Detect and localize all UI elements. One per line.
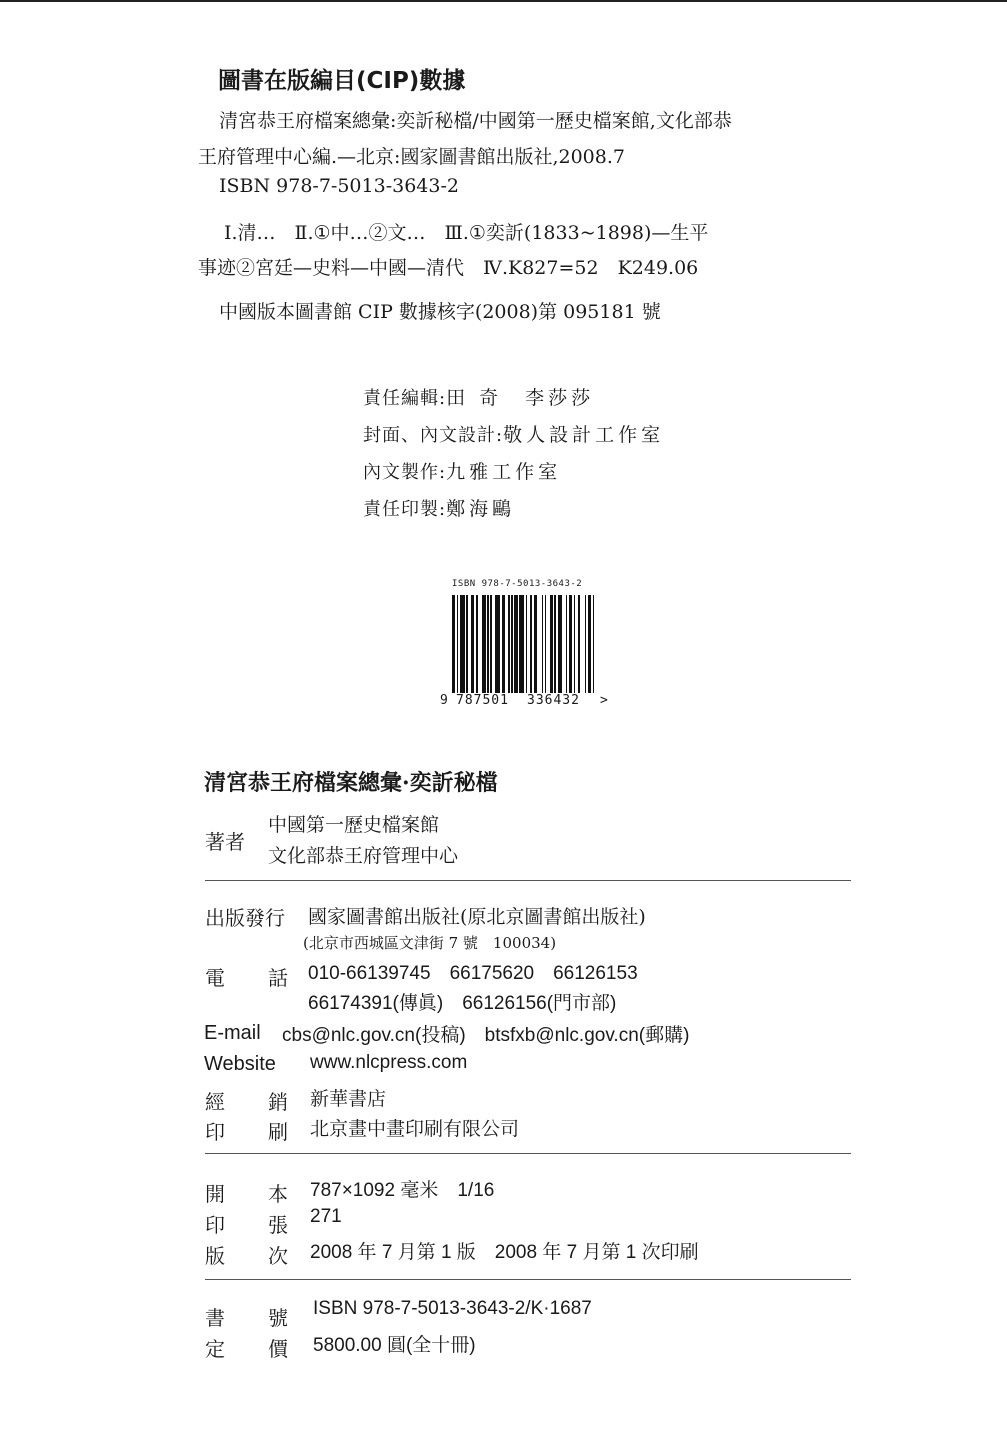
printer-value: 北京畫中畫印刷有限公司 bbox=[310, 1118, 520, 1140]
sheets-value: 271 bbox=[310, 1206, 342, 1227]
cip-line-1: 清宮恭王府檔案總彙:奕訢秘檔/中國第一歷史檔案館,文化部恭 bbox=[219, 110, 732, 132]
staff-editor-label: 責任編輯: bbox=[363, 388, 447, 409]
barcode-lead-digit: 9 bbox=[440, 693, 449, 708]
printer-label-a: 印 bbox=[205, 1120, 225, 1144]
barcode-digits-right: 336432 bbox=[527, 693, 580, 708]
format-value: 787×1092 毫米 1/16 bbox=[310, 1180, 495, 1201]
price-label-b: 價 bbox=[268, 1337, 288, 1361]
booknumber-value: ISBN 978-7-5013-3643-2/K·1687 bbox=[313, 1298, 592, 1319]
booknumber-label-a: 書 bbox=[205, 1306, 225, 1330]
barcode-arrow: > bbox=[600, 693, 609, 708]
author-label: 著者 bbox=[205, 830, 245, 854]
author-2: 文化部恭王府管理中心 bbox=[268, 845, 459, 867]
phone-label-a: 電 bbox=[205, 966, 225, 990]
publisher-value: 國家圖書館出版社(原北京圖書館出版社) bbox=[308, 906, 646, 928]
staff-production bbox=[363, 457, 561, 484]
cip-isbn: ISBN 978-7-5013-3643-2 bbox=[219, 175, 459, 197]
phone-value-1: 010-66139745 66175620 66126153 bbox=[308, 963, 638, 984]
staff-printing bbox=[363, 494, 515, 521]
sheets-label-b: 張 bbox=[268, 1213, 288, 1237]
email-value: cbs@nlc.gov.cn(投稿) btsfxb@nlc.gov.cn(郵購) bbox=[282, 1025, 690, 1046]
cip-record-number: 中國版本圖書館 CIP 數據核字(2008)第 095181 號 bbox=[219, 301, 661, 323]
staff-production-label: 內文製作: bbox=[363, 462, 447, 483]
distributor-label-a: 經 bbox=[205, 1090, 225, 1114]
barcode-bars bbox=[452, 595, 598, 693]
staff-printing-label: 責任印製: bbox=[363, 499, 447, 520]
phone-label-b: 話 bbox=[268, 966, 288, 990]
sheets-label-a: 印 bbox=[205, 1213, 225, 1237]
cip-classification-2: 事迹②宮廷—史料—中國—清代 Ⅳ.K827=52 K249.06 bbox=[198, 257, 699, 279]
format-label-b: 本 bbox=[268, 1182, 288, 1206]
staff-editor-value: 田 奇 李莎莎 bbox=[446, 387, 595, 409]
staff-designer-value: 敬人設計工作室 bbox=[503, 424, 665, 446]
author-1: 中國第一歷史檔案館 bbox=[268, 814, 440, 836]
price-value: 5800.00 圓(全十冊) bbox=[313, 1335, 476, 1356]
divider-1 bbox=[205, 880, 851, 881]
staff-printing-value: 鄭海鷗 bbox=[446, 498, 516, 520]
barcode-bar bbox=[594, 595, 597, 693]
website-value: www.nlcpress.com bbox=[310, 1052, 468, 1073]
staff-designer-label: 封面、內文設計: bbox=[363, 425, 504, 446]
barcode-isbn-text: ISBN 978-7-5013-3643-2 bbox=[452, 579, 583, 589]
barcode-digits-left: 787501 bbox=[456, 693, 509, 708]
divider-3 bbox=[205, 1279, 851, 1280]
cip-title: 圖書在版編目(CIP)數據 bbox=[218, 68, 466, 94]
top-border-line bbox=[0, 0, 1007, 2]
email-label: E-mail bbox=[204, 1022, 261, 1044]
booknumber-label-b: 號 bbox=[268, 1306, 288, 1330]
staff-production-value: 九雅工作室 bbox=[446, 461, 562, 483]
cip-classification-1: Ⅰ.清… Ⅱ.①中…②文… Ⅲ.①奕訢(1833~1898)—生平 bbox=[224, 222, 709, 244]
website-label: Website bbox=[204, 1053, 276, 1075]
cip-line-2: 王府管理中心編.—北京:國家圖書館出版社,2008.7 bbox=[198, 146, 625, 168]
book-title: 清宮恭王府檔案總彙·奕訢秘檔 bbox=[204, 770, 498, 796]
divider-2 bbox=[205, 1153, 851, 1154]
phone-value-2: 66174391(傳眞) 66126156(門市部) bbox=[308, 993, 617, 1014]
staff-designer bbox=[363, 420, 664, 447]
distributor-value: 新華書店 bbox=[310, 1088, 387, 1110]
printer-label-b: 刷 bbox=[268, 1120, 288, 1144]
format-label-a: 開 bbox=[205, 1182, 225, 1206]
distributor-label-b: 銷 bbox=[268, 1090, 288, 1114]
price-label-a: 定 bbox=[205, 1337, 225, 1361]
edition-value: 2008 年 7 月第 1 版 2008 年 7 月第 1 次印刷 bbox=[310, 1242, 699, 1263]
edition-label-a: 版 bbox=[205, 1244, 225, 1268]
publisher-address: (北京市西城區文津街 7 號 100034) bbox=[303, 934, 557, 952]
edition-label-b: 次 bbox=[268, 1244, 288, 1268]
staff-editor bbox=[363, 383, 594, 410]
publisher-label: 出版發行 bbox=[205, 906, 285, 930]
